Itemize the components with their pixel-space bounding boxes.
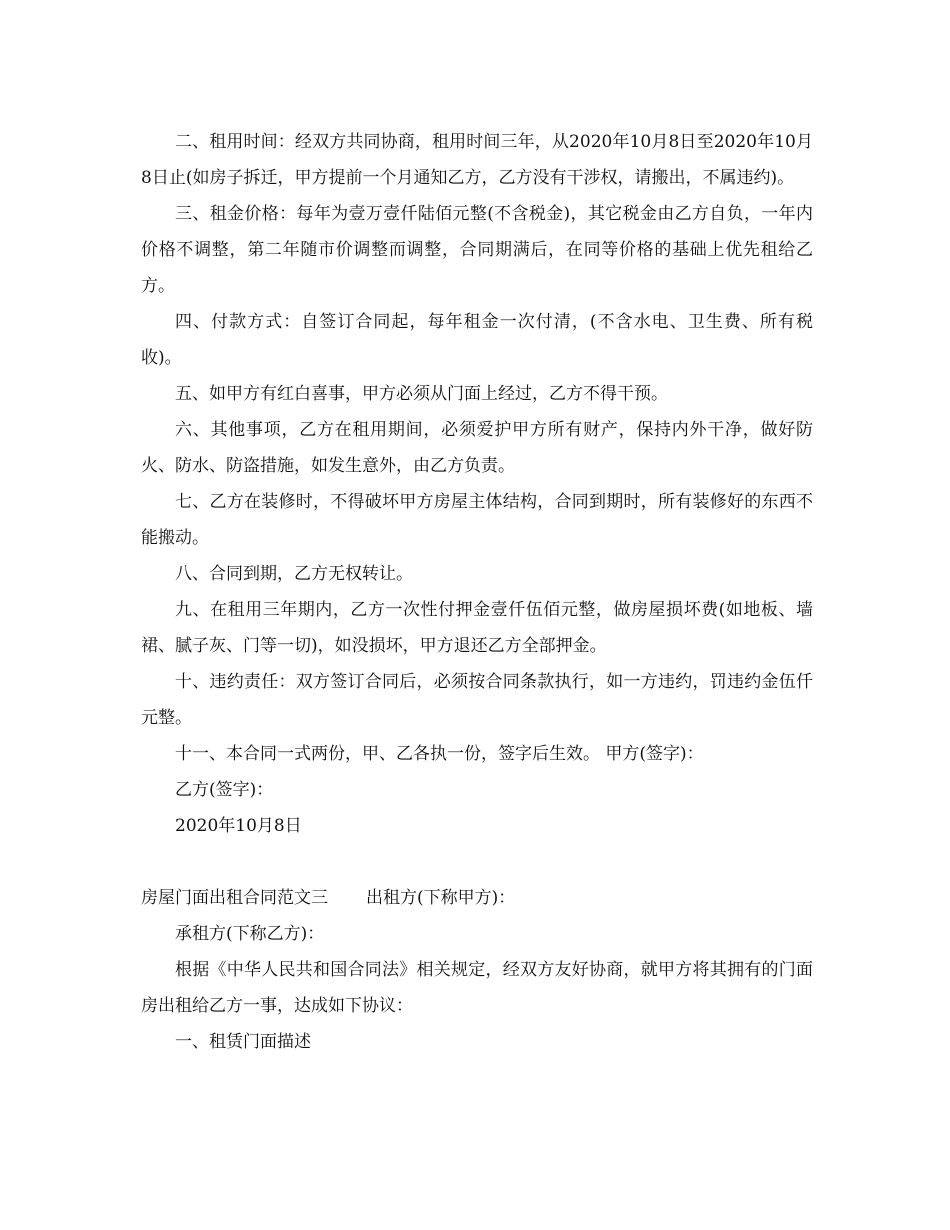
clause-deposit: 九、在租用三年期内，乙方一次性付押金壹仟伍佰元整，做房屋损坏费(如地板、墙裙、腻子灰、门等一切)，如没损坏，甲方退还乙方全部押金。 — [141, 600, 813, 656]
clause-passage-right: 五、如甲方有红白喜事，甲方必须从门面上经过，乙方不得干预。 — [175, 384, 668, 404]
clause-renovation: 七、乙方在装修时，不得破坏甲方房屋主体结构，合同到期时，所有装修好的东西不能搬动。 — [141, 492, 813, 548]
section-spacer — [141, 844, 813, 880]
signature-party-b: 乙方(签字)： — [175, 780, 274, 800]
clause-breach-liability: 十、违约责任：双方签订合同后，必须按合同条款执行，如一方违约，罚违约金伍仟元整。 — [141, 672, 813, 728]
clause-no-transfer: 八、合同到期，乙方无权转让。 — [175, 564, 413, 584]
section-three-heading — [141, 880, 813, 916]
clause-rental-period: 二、租用时间：经双方共同协商，租用时间三年，从2020年10月8日至2020年10月8日止(如房子拆迁，甲方提前一个月通知乙方，乙方没有干涉权，请搬出，不属违约)。 — [141, 132, 813, 188]
document-body — [141, 124, 813, 1060]
section-three-title: 房屋门面出租合同范文三 — [141, 888, 328, 908]
lessor-label: 出租方(下称甲方)： — [366, 888, 516, 908]
contract-intro: 根据《中华人民共和国合同法》相关规定，经双方友好协商，就甲方将其拥有的门面房出租给乙方一事，达成如下协议： — [141, 960, 813, 1016]
lessee-label: 承租方(下称乙方)： — [175, 924, 325, 944]
item-one-heading: 一、租赁门面描述 — [175, 1032, 311, 1052]
clause-other-matters: 六、其他事项，乙方在租用期间，必须爱护甲方所有财产，保持内外干净，做好防火、防水、防盗措施，如发生意外，由乙方负责。 — [141, 420, 813, 476]
contract-date: 2020年10月8日 — [175, 816, 302, 836]
clause-copies-signature: 十一、本合同一式两份，甲、乙各执一份，签字后生效。 甲方(签字)： — [175, 744, 704, 764]
clause-rent-price: 三、租金价格：每年为壹万壹仟陆佰元整(不含税金)，其它税金由乙方自负，一年内价格不调整，第二年随市价调整而调整，合同期满后，在同等价格的基础上优先租给乙方。 — [141, 204, 813, 296]
clause-payment-method: 四、付款方式：自签订合同起，每年租金一次付清，(不含水电、卫生费、所有税收)。 — [141, 312, 813, 368]
